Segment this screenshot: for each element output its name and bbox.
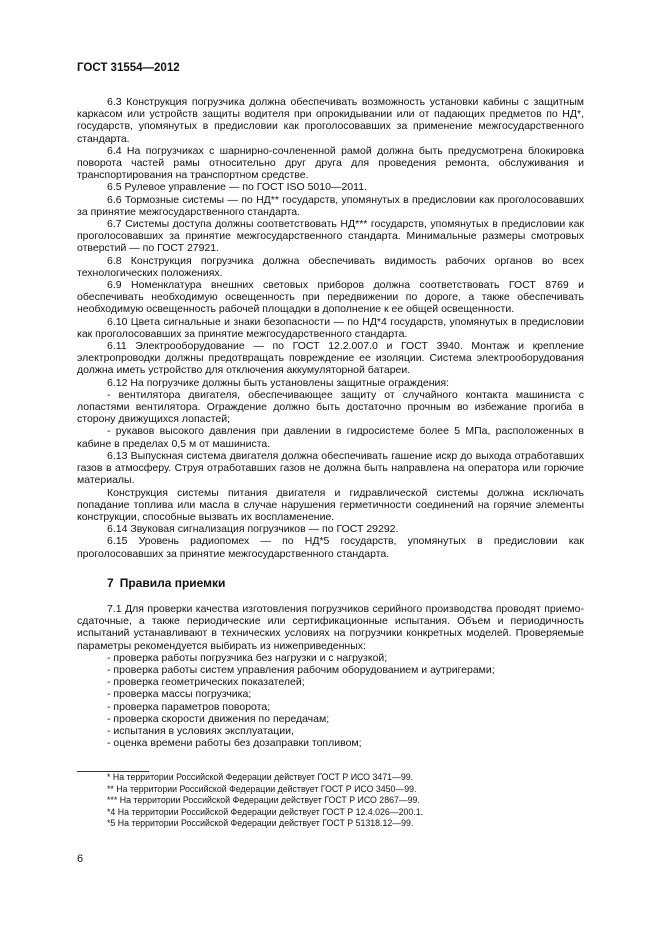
guard-item: - вентилятора двигателя, обеспечивающее защиту от случайного контакта машиниста с лопастями вентилятора. Ограждение должно быть достаточно прочным во избежание прогиба в сторону движущихся лопастей;	[77, 388, 584, 426]
clause-6-8: 6.8 Конструкция погрузчика должна обеспечивать видимость рабочих органов во всех технологических положениях.	[77, 254, 584, 279]
clause-6-12: 6.12 На погрузчике должны быть установлены защитные ограждения:	[107, 376, 449, 389]
clause-6-11: 6.11 Электрооборудование — по ГОСТ 12.2.007.0 и ГОСТ 3940. Монтаж и крепление электропроводки должны предотвращать повреждение ее изоляции. Система электрооборудования должна иметь устройство для отключения аккумуляторной батареи.	[77, 340, 584, 377]
check-item: - проверка работы погрузчика без нагрузки и с нагрузкой;	[107, 651, 388, 664]
clause-6-5: 6.5 Рулевое управление — по ГОСТ ISO 5010—2011.	[107, 181, 367, 194]
section-title: Правила приемки	[119, 575, 226, 590]
footnotes	[77, 771, 584, 830]
document-body	[77, 96, 584, 749]
clause-6-6: 6.6 Тормозные системы — по НД** государств, упомянутых в предисловии как проголосовавших за принятие межгосударственного стандарта.	[77, 193, 584, 218]
clause-6-13-cont: Конструкция системы питания двигателя и гидравлической системы должна исключать попадание топлива или масла в случае нарушения герметичности соединений на горячие элементы конструкции, способные вызвать их воспламенение.	[77, 486, 584, 523]
clause-6-9: 6.9 Номенклатура внешних световых приборов должна соответствовать ГОСТ 8769 и обеспечивать необходимую освещенность при передвижении по дороге, а также обеспечивать необходимую освещенность рабочей площадки в дополнение к ее общей освещенности.	[77, 279, 584, 316]
clause-7-1: 7.1 Для проверки качества изготовления погрузчиков серийного производства проводят приемо-сдаточные, а также периодические или сертификационные испытания. Объем и периодичность испытаний устанавливают в технических условиях на погрузчики конкретных моделей. Проверяемые параметры рекомендуется выбирать из нижеприведенных:	[77, 602, 584, 652]
clause-6-13: 6.13 Выпускная система двигателя должна обеспечивать гашение искр до выхода отработавших газов в атмосферу. Струя отработавших газов не должна быть направлена на оператора или горючие материалы.	[77, 449, 584, 487]
guard-item: - рукавов высокого давления при давлении в гидросистеме более 5 МПа, расположенных в кабине в пределах 0,5 м от машиниста.	[77, 425, 584, 450]
check-item: - проверка работы систем управления рабочим оборудованием и аутригерами;	[107, 663, 495, 676]
section-heading	[107, 577, 584, 589]
clause-6-15: 6.15 Уровень радиопомех — по НД*5 государств, упомянутых в предисловии как проголосовавших за принятие межгосударственного стандарта.	[77, 535, 584, 560]
check-item: - проверка массы погрузчика;	[107, 688, 252, 701]
check-item: - проверка геометрических показателей;	[107, 676, 305, 689]
clause-6-4: 6.4 На погрузчиках с шарнирно-сочлененной рамой должна быть предусмотрена блокировка поворота частей рамы относительно друг друга для проведения ремонта, обслуживания и транспортирования на транспортном средстве.	[77, 144, 584, 182]
check-item: - испытания в условиях эксплуатации,	[107, 724, 294, 737]
clause-6-7: 6.7 Системы доступа должны соответствовать НД*** государств, упомянутых в предисловии как проголосовавших за принятие межгосударственного стандарта. Минимальные размеры смотровых отверстий — по ГОСТ 27921.	[77, 218, 584, 255]
footnote: *4 На территории Российской Федерации действует ГОСТ Р 12.4.026—200.1.	[107, 806, 424, 817]
section-number: 7	[107, 575, 114, 590]
footnote: *** На территории Российской Федерации действует ГОСТ Р ИСО 2867—99.	[107, 795, 420, 806]
clause-6-10: 6.10 Цвета сигнальные и знаки безопасности — по НД*4 государств, упомянутых в предисловии как проголосовавших за принятие межгосударственного стандарта.	[77, 315, 584, 340]
check-item: - проверка скорости движения по передачам;	[107, 712, 330, 725]
clause-6-3: 6.3 Конструкция погрузчика должна обеспечивать возможность установки кабины с защитным каркасом или устройств защиты водителя при опрокидывании или от падающих предметов по НД*, государств, упомянутых в предисловии как проголосовавших за применение межгосударственного стандарта.	[77, 96, 584, 145]
footnote: ** На территории Российской Федерации действует ГОСТ Р ИСО 3450—99.	[107, 783, 417, 794]
footnote: * На территории Российской Федерации действует ГОСТ Р ИСО 3471—99.	[107, 772, 414, 782]
check-item: - проверка параметров поворота;	[107, 700, 271, 713]
check-item: - оценка времени работы без дозаправки топливом;	[107, 737, 362, 750]
document-header: ГОСТ 31554—2012	[77, 62, 180, 74]
page-number: 6	[77, 853, 84, 865]
clause-6-14: 6.14 Звуковая сигнализация погрузчиков — по ГОСТ 29292.	[107, 523, 399, 536]
footnote: *5 На территории Российской Федерации действует ГОСТ Р 51318.12—99.	[107, 818, 414, 829]
